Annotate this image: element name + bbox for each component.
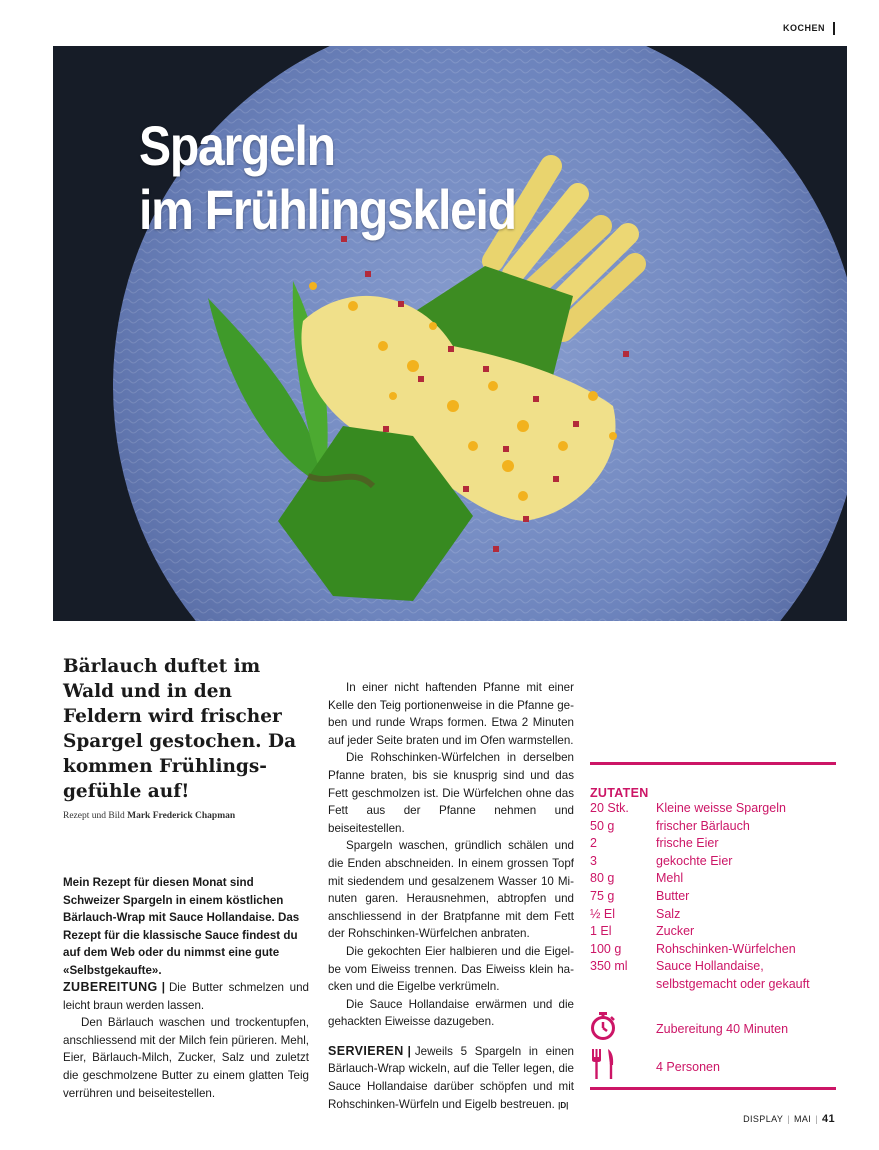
heading-bar: | xyxy=(407,1044,411,1058)
credit-prefix: Rezept und Bild xyxy=(63,811,125,821)
ingredient-quantity: 3 xyxy=(590,853,597,868)
ingredient-quantity: 350 ml xyxy=(590,959,628,974)
ingredient-name: Sauce Hollandaise, xyxy=(656,959,764,974)
ingredient-name: Rohschinken-Würfelchen xyxy=(656,941,796,956)
ingredient-row xyxy=(590,800,836,818)
prep-time-text: Zubereitung 40 Minuten xyxy=(656,1021,789,1036)
ingredient-name: Zucker xyxy=(656,924,695,939)
servieren-heading: SERVIEREN xyxy=(328,1043,404,1058)
ingredient-quantity: 50 g xyxy=(590,818,615,833)
ingredient-quantity: ½ El xyxy=(590,906,616,921)
top-rule xyxy=(590,762,836,765)
ingredient-name: selbstgemacht oder gekauft xyxy=(656,976,810,991)
ingredient-quantity xyxy=(590,976,656,994)
zubereitung-para-6: Die gekochten Eier halbieren und die Eigelbe vom Eiweiss trennen. Das Eiweiss klein hacken und die Eigelbe verkrümeln. xyxy=(328,944,574,994)
ingredient-row xyxy=(590,906,836,924)
body-column-left xyxy=(63,979,309,1102)
body-column-right xyxy=(328,679,574,1114)
ingredient-row xyxy=(590,835,836,853)
ingredient-name: Butter xyxy=(656,888,690,903)
ingredient-quantity: 20 Stk. xyxy=(590,801,629,815)
zubereitung-para-3: In einer nicht haftenden Pfanne mit einer Kelle den Teig portionenweise in die Pfanne geben und runde Wraps formen. Etwa 2 Minuten auf jeder Seite braten und im Ofen warmstellen. xyxy=(328,681,574,747)
cutlery-icon xyxy=(590,1049,656,1084)
ingredient-row xyxy=(590,888,836,906)
zubereitung-para-7: Die Sauce Hollandaise erwärmen und die gehackten Eiweisse dazugeben. xyxy=(328,997,574,1029)
ingredient-row xyxy=(590,941,836,959)
page-number: 41 xyxy=(821,1113,835,1125)
ingredient-name: Salz xyxy=(656,906,681,921)
article-title-line2: im Frühlingskleid xyxy=(139,178,516,241)
ingredient-row xyxy=(590,818,836,836)
ingredient-name: Kleine weisse Spargeln xyxy=(656,801,786,815)
ingredient-row xyxy=(590,923,836,941)
servieren-text: Jeweils 5 Spargeln in einen Bärlauch-Wrap wickeln, auf die Teller legen, die Sauce Hollandaise darüber schöpfen und mit Rohschinken-Würfeln und Eigelb bestreuen. xyxy=(328,1044,574,1111)
zubereitung-para-2: Den Bärlauch waschen und trockentupfen, anschliessend mit der Milch fein pürieren. Mehl, Eier, Bärlauch-Milch, Zucker, Salz und zuletzt die geschmolzene Butter zu einem glatten Teig verrühren und beiseitestellen. xyxy=(63,1016,309,1100)
footer-separator: | xyxy=(787,1114,790,1124)
footer-separator: | xyxy=(815,1114,818,1124)
ingredient-name: frischer Bärlauch xyxy=(656,818,750,833)
intro-headline: Bärlauch duftet im Wald und in den Feldern wird frischer Spargel gestochen. Da kommen Frühlingsgefühle auf! xyxy=(63,656,297,802)
ingredient-name: Mehl xyxy=(656,871,684,886)
zubereitung-text-1: Die Butter schmelzen und leicht braun werden lassen. xyxy=(63,981,309,1012)
lead-paragraph xyxy=(63,874,309,980)
end-mark: |D| xyxy=(558,1100,569,1110)
ingredient-name: gekochte Eier xyxy=(656,853,733,868)
ingredient-quantity: 75 g xyxy=(590,888,615,903)
zubereitung-para-1 xyxy=(63,979,309,1014)
section-tag: KOCHEN xyxy=(783,22,835,35)
ingredient-list xyxy=(590,800,836,994)
servings-row xyxy=(590,1050,836,1084)
ingredient-row xyxy=(590,976,836,994)
servieren-para xyxy=(328,1043,574,1114)
credit-author: Mark Frederick Chapman xyxy=(127,811,236,821)
heading-bar: | xyxy=(161,981,165,994)
article-title xyxy=(139,114,516,242)
ingredient-row xyxy=(590,870,836,888)
zubereitung-para-4: Die Rohschinken-Würfelchen in derselben Pfanne braten, bis sie knusprig sind und das Fett geschmolzen ist. Die Würfelchen ohne das Fett aus der Pfanne nehmen und beiseitestellen. xyxy=(328,751,574,835)
ingredient-quantity: 100 g xyxy=(590,941,622,956)
ingredient-quantity: 80 g xyxy=(590,871,615,886)
ingredient-row xyxy=(590,853,836,871)
magazine-name: DISPLAY xyxy=(743,1114,784,1124)
ingredient-name: frische Eier xyxy=(656,836,719,851)
page-footer xyxy=(743,1113,835,1125)
ingredient-row xyxy=(590,958,836,976)
hero-photo xyxy=(53,46,847,621)
bottom-rule xyxy=(590,1087,836,1090)
ingredient-quantity: 2 xyxy=(590,836,597,851)
zubereitung-heading: ZUBEREITUNG xyxy=(63,980,158,994)
ingredients-title: ZUTATEN xyxy=(590,786,649,800)
credit-line xyxy=(63,811,235,821)
ingredients-box xyxy=(590,762,836,1090)
issue-month: MAI xyxy=(794,1114,812,1124)
servings-text: 4 Personen xyxy=(656,1059,720,1074)
zubereitung-para-5: Spargeln waschen, gründlich schälen und die Enden abschneiden. In einem grossen Topf mit siedendem und gesalzenem Wasser 10 Minuten garen. Herausnehmen, abtropfen und anschliessend in der Bratpfanne mit dem Fett der Rohschinken-Würfelchen anbraten. xyxy=(328,839,574,941)
stopwatch-icon xyxy=(590,1012,656,1045)
ingredient-quantity: 1 El xyxy=(590,924,612,939)
prep-time-row xyxy=(590,1012,836,1046)
lead-text: Mein Rezept für diesen Monat sind Schweizer Spargeln in einem köstlichen Bärlauch-Wrap mit Sauce Hollandaise. Das Rezept für die klassische Sauce findest du auf dem Web oder du nimmst eine gute «Selbstgekaufte». xyxy=(63,876,300,977)
article-title-line1: Spargeln xyxy=(139,114,335,177)
